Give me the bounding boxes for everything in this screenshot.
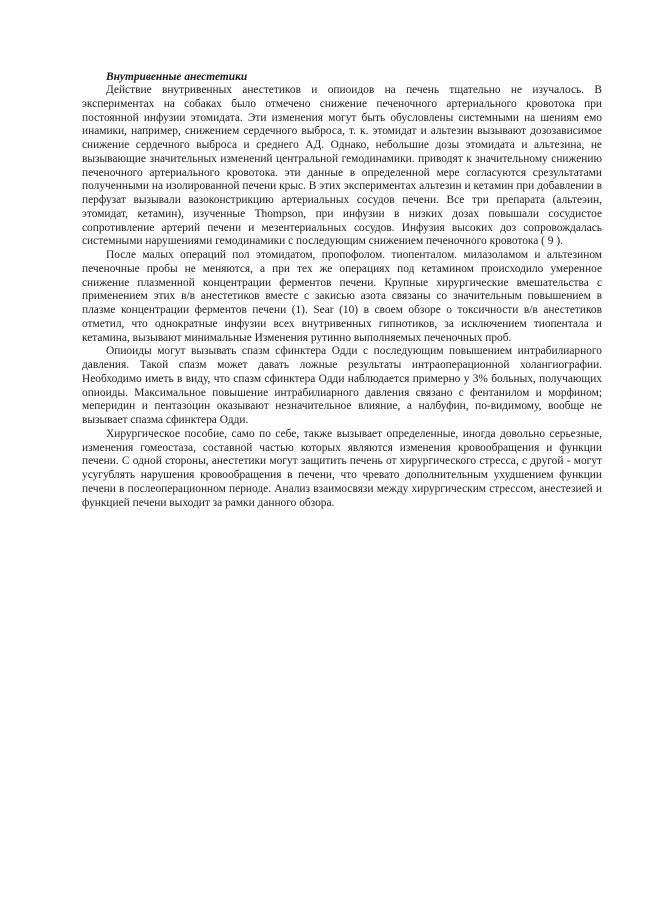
paragraph: Хирургическое пособие, само по себе, также вызывает определенные, иногда довольно серьезные, изменения гомеостаза, составной частью которых являются изменения кровообращения и функции печени. С одной стороны, анестетики могут защитить печень от хирургического стресса, с другой - могут усугублять нарушения кровообращения в печени, что чревато дополнительным ухудшением функции печени в послеоперационном периоде. Анализ взаимосвязи между хирургическим стрессом, анестезией и функцией печени выходит за рамки данного обзора. — [82, 427, 602, 509]
paragraph: Действие внутривенных анестетиков и опиоидов на печень тщательно не изучалось. В экспериментах на собаках было отмечено снижение печеночного артериального кровотока при постоянной инфузии этомидата. Эти изменения могут быть обусловлены системными на шениям емо инамики, например, снижением сердечного выброса, т. к. этомидат и альтезин вызывают дозозависимое снижение сердечного выброса и среднего АД. Однако, небольшие дозы этомидата и альтезина, не вызывающие значительных изменений центральной гемодинамики. приводят к значительному снижению печеночного артериального кровотока. эти данные в определенной мере согласуются срезультатами полученными на изолированной печени крыс. В этих экспериментах альтезин и кетамин при добавлении в перфузат вызывали вазоконстрикцию артериальных сосудов печени. Все три препарата (альтеэин, этомидат, кетамин), изученные Thompson, при инфузии в низких дозах повышали сосудистое сопротивление артерий печени и мезентериальных сосудов. Инфузия высоких доз сопровождалась системными нарушениями гемодинамики с последующим снижением печеночного кровотока ( 9 ). — [82, 84, 602, 248]
body-text — [82, 70, 602, 510]
paragraph: После малых операций пол этомидатом, пропофолом. тиопенталом. милазоламом и альтезином печеночные пробы не меняются, а при тех же операциях под кетамином происходило умеренное снижение плазменной концентрации ферментов печени. Крупные хирургические вмешательства с применением этих в/в анестетиков вместе с закисью азота связаны со значительным повышением в плазме концентрации ферментов печени (1). Sear (10) в своем обзоре о токсичности в/в анестетиков отметил, что однократные инфузии всех внутривенных гипнотиков, за исключением тиопентала и кетамина, вызывают минимальные Изменения рутинно выполняемых печеночных проб. — [82, 249, 602, 344]
section-heading: Внутривенные анестетики — [106, 71, 248, 83]
paragraph: Опиоиды могут вызывать спазм сфинктера Одди с последующим повышением интрабилиарного давления. Такой спазм может давать ложные результаты интраоперационной холангиографии. Необходимо иметь в виду, что спазм сфинктера Одди наблюдается примерно у 3% больных, получающих опиоиды. Максимальное повышение интрабилиарного давления связано с фентанилом и морфином; меперидин и пентазоцин оказывают незначительное влияние, а налбуфин, по-видимому, вообще не вызывает спазма сфинктера Одди. — [82, 345, 602, 426]
